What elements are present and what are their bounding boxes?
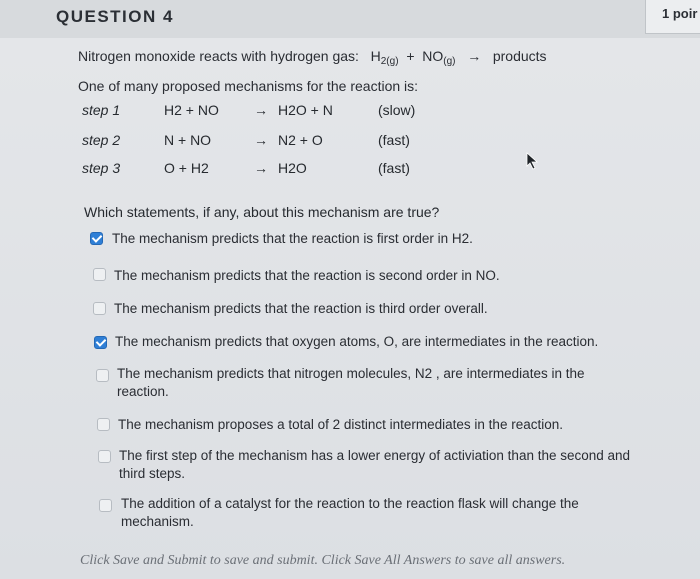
checkbox[interactable]	[96, 369, 109, 382]
step-label: step 3	[82, 160, 121, 176]
step-lhs: N + NO	[164, 132, 212, 148]
reactant-h2: H	[370, 48, 381, 64]
checkbox[interactable]	[99, 499, 112, 512]
arrow-icon: →	[254, 102, 268, 118]
step-rate: (fast)	[378, 132, 410, 148]
option-label: The mechanism predicts that the reaction is first order in H2.	[112, 231, 473, 246]
checkbox[interactable]	[93, 302, 106, 315]
option-label: The first step of the mechanism has a lower energy of activiation than the second and third steps.	[119, 448, 631, 481]
problem-intro	[78, 48, 547, 67]
option-label: The mechanism proposes a total of 2 distinct intermediates in the reaction.	[118, 417, 563, 432]
plus-sign: +	[406, 48, 415, 64]
checkbox[interactable]	[97, 418, 110, 431]
step-lhs: H2 + NO	[164, 102, 219, 118]
question-prompt: Which statements, if any, about this mechanism are true?	[84, 204, 440, 220]
arrow-icon: →	[467, 48, 482, 64]
reactant-h2-sub: 2(g)	[380, 56, 399, 67]
step-rhs: H2O	[278, 160, 307, 176]
mechanism-step-1	[82, 102, 582, 122]
step-rhs: N2 + O	[278, 132, 323, 148]
question-header	[0, 0, 700, 39]
mouse-cursor-icon	[526, 152, 540, 170]
step-rhs: H2O + N	[278, 102, 333, 118]
arrow-icon: →	[254, 160, 268, 176]
option-label: The addition of a catalyst for the reaction to the reaction flask will change the mechanism.	[121, 496, 579, 529]
checkbox[interactable]	[98, 450, 111, 463]
option-label: The mechanism predicts that oxygen atoms, O, are intermediates in the reaction.	[115, 334, 599, 349]
arrow-icon: →	[254, 132, 268, 148]
step-rate: (fast)	[378, 160, 410, 176]
step-label: step 2	[82, 132, 121, 148]
option-label: The mechanism predicts that the reaction is third order overall.	[114, 301, 488, 316]
products-label: products	[492, 48, 547, 64]
question-title: QUESTION 4	[56, 7, 174, 26]
footer-instructions: Click Save and Submit to save and submit. Click Save All Answers to save all answers.	[80, 553, 566, 568]
option-label: The mechanism predicts that nitrogen molecules, N2 , are intermediates in the reaction.	[117, 366, 585, 399]
reactant-no: NO	[422, 48, 444, 64]
option-label: The mechanism predicts that the reaction is second order in NO.	[114, 268, 500, 283]
overall-equation	[370, 48, 547, 67]
points-badge: 1 poir	[645, 0, 700, 34]
step-lhs: O + H2	[164, 160, 209, 176]
checkbox-checked[interactable]	[94, 336, 107, 349]
mechanism-step-2	[82, 132, 582, 152]
intro-text: Nitrogen monoxide reacts with hydrogen gas:	[78, 48, 359, 64]
step-rate: (slow)	[378, 102, 416, 118]
step-label: step 1	[82, 102, 121, 118]
checkbox-checked[interactable]	[90, 232, 103, 245]
mechanism-intro: One of many proposed mechanisms for the reaction is:	[78, 78, 419, 94]
mechanism-step-3	[82, 160, 582, 180]
reactant-no-sub: (g)	[443, 56, 456, 67]
checkbox[interactable]	[93, 268, 106, 281]
